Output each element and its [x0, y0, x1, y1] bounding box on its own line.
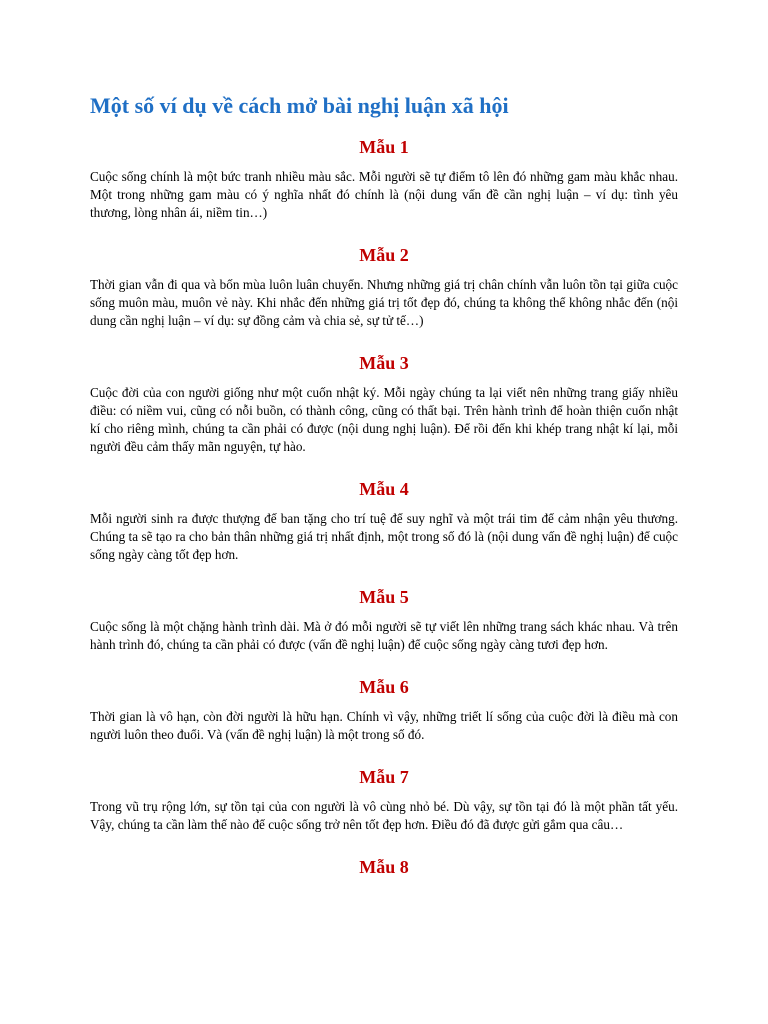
- document-page: [90, 88, 678, 888]
- section-heading: Mẫu 1: [359, 137, 409, 157]
- section-mau-4: [90, 474, 678, 564]
- section-heading: Mẫu 5: [359, 587, 409, 607]
- section-heading: Mẫu 7: [359, 767, 409, 787]
- section-paragraph: Trong vũ trụ rộng lớn, sự tồn tại của con người là vô cùng nhỏ bé. Dù vậy, sự tồn tại đó là một phần tất yếu. Vậy, chúng ta cần làm thế nào để cuộc sống trở nên tốt đẹp hơn. Điều đó đã được gửi gắm qua câu…: [90, 799, 678, 832]
- section-paragraph: Cuộc đời của con người giống như một cuốn nhật ký. Mỗi ngày chúng ta lại viết nên những trang giấy nhiều điều: có niềm vui, cũng có nỗi buồn, có thành công, cũng có thất bại. Trên hành trình để hoàn thiện cuốn nhật kí cho riêng mình, chúng ta cần phải có được (nội dung nghị luận). Để rồi đến khi khép trang nhật kí lại, mỗi người đều cảm thấy mãn nguyện, tự hào.: [90, 385, 678, 454]
- document-title: Một số ví dụ về cách mở bài nghị luận xã hội: [90, 93, 509, 118]
- section-heading: Mẫu 4: [359, 479, 409, 499]
- section-paragraph: Thời gian là vô hạn, còn đời người là hữu hạn. Chính vì vậy, những triết lí sống của cuộc đời là điều mà con người luôn theo đuổi. Và (vấn đề nghị luận) là một trong số đó.: [90, 709, 678, 742]
- section-paragraph: Thời gian vẫn đi qua và bốn mùa luôn luân chuyển. Nhưng những giá trị chân chính vẫn luôn tồn tại giữa cuộc sống muôn màu, muôn vẻ này. Khi nhắc đến những giá trị tốt đẹp đó, chúng ta không thể không nhắc đến (nội dung cần nghị luận – ví dụ: sự đồng cảm và chia sẻ, sự tử tế…): [90, 277, 678, 328]
- section-mau-5: [90, 582, 678, 654]
- section-mau-3: [90, 348, 678, 456]
- section-paragraph: Mỗi người sinh ra được thượng đế ban tặng cho trí tuệ để suy nghĩ và một trái tim để cảm nhận yêu thương. Chúng ta sẽ tạo ra cho bản thân những giá trị nhất định, một trong số đó là (nội dung vấn đề nghị luận) để cuộc sống ngày càng tốt đẹp hơn.: [90, 511, 678, 562]
- section-mau-7: [90, 762, 678, 834]
- section-heading: Mẫu 6: [359, 677, 409, 697]
- section-mau-8: [90, 852, 678, 882]
- section-heading: Mẫu 3: [359, 353, 409, 373]
- section-mau-1: [90, 132, 678, 222]
- section-paragraph: Cuộc sống là một chặng hành trình dài. Mà ở đó mỗi người sẽ tự viết lên những trang sách khác nhau. Và trên hành trình đó, chúng ta cần phải có được (vấn đề nghị luận) để cuộc sống ngày càng tươi đẹp hơn.: [90, 619, 678, 652]
- section-mau-2: [90, 240, 678, 330]
- section-heading: Mẫu 2: [359, 245, 409, 265]
- section-mau-6: [90, 672, 678, 744]
- section-heading: Mẫu 8: [359, 857, 409, 877]
- section-paragraph: Cuộc sống chính là một bức tranh nhiều màu sắc. Mỗi người sẽ tự điểm tô lên đó những gam màu khắc nhau. Một trong những gam màu có ý nghĩa nhất đó chính là (nội dung vấn đề cần nghị luận – ví dụ: tình yêu thương, lòng nhân ái, niềm tin…): [90, 169, 678, 220]
